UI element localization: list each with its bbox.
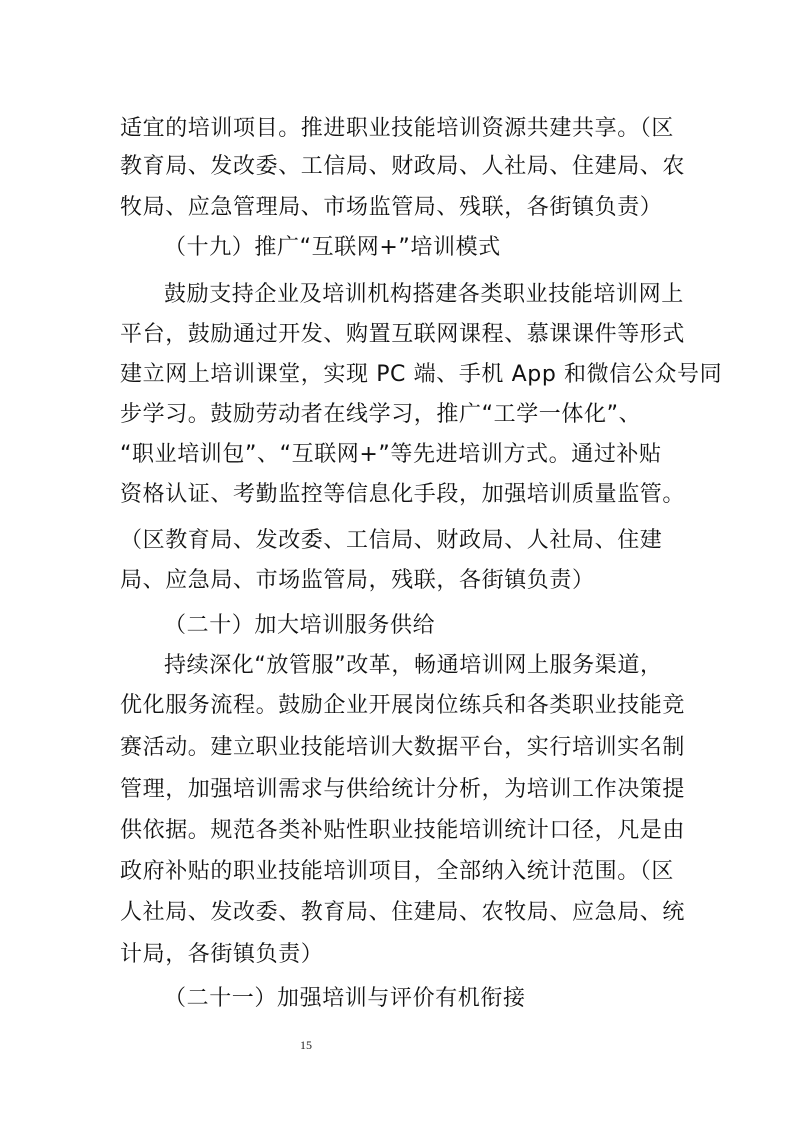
text-line: 教育局、发改委、工信局、财政局、人社局、住建局、农 bbox=[120, 154, 686, 179]
section-heading-21: （二十一）加强培训与评价有机衔接 bbox=[164, 986, 526, 1011]
text-line: 管理，加强培训需求与供给统计分析，为培训工作决策提 bbox=[120, 777, 686, 802]
text-line: 适宜的培训项目。推进职业技能培训资源共建共享。（区 bbox=[120, 116, 675, 141]
text-line: 供依据。规范各类补贴性职业技能培训统计口径，凡是由 bbox=[120, 818, 686, 843]
text-line: 局、应急局、市场监管局，残联，各街镇负责） bbox=[120, 568, 595, 593]
text-line: 建立网上培训课堂，实现 PC 端、手机 App 和微信公众号同 bbox=[120, 362, 723, 387]
paragraph-first-line: 持续深化“放管服”改革，畅通培训网上服务渠道， bbox=[164, 653, 663, 678]
text-line: 计局，各街镇负责） bbox=[120, 942, 324, 967]
text-line: “职业培训包”、“互联网+”等先进培训方式。通过补贴 bbox=[120, 442, 662, 467]
text-line: 赛活动。建立职业技能培训大数据平台，实行培训实名制 bbox=[120, 735, 686, 760]
text-line: （区教育局、发改委、工信局、财政局、人社局、住建 bbox=[120, 528, 663, 553]
section-heading-20: （二十）加大培训服务供给 bbox=[164, 613, 436, 638]
text-line: 资格认证、考勤监控等信息化手段，加强培训质量监管。 bbox=[120, 482, 686, 507]
section-heading-19: （十九）推广“互联网+”培训模式 bbox=[164, 235, 501, 260]
text-line: 牧局、应急管理局、市场监管局、残联，各街镇负责） bbox=[120, 195, 663, 220]
text-line: 政府补贴的职业技能培训项目，全部纳入统计范围。（区 bbox=[120, 859, 675, 884]
text-line: 优化服务流程。鼓励企业开展岗位练兵和各类职业技能竞 bbox=[120, 693, 686, 718]
text-line: 平台，鼓励通过开发、购置互联网课程、慕课课件等形式 bbox=[120, 322, 686, 347]
text-line: 人社局、发改委、教育局、住建局、农牧局、应急局、统 bbox=[120, 900, 686, 925]
text-line: 步学习。鼓励劳动者在线学习，推广“工学一体化”、 bbox=[120, 402, 642, 427]
page-number: 15 bbox=[300, 1038, 312, 1052]
paragraph-first-line: 鼓励支持企业及培训机构搭建各类职业技能培训网上 bbox=[164, 282, 684, 307]
